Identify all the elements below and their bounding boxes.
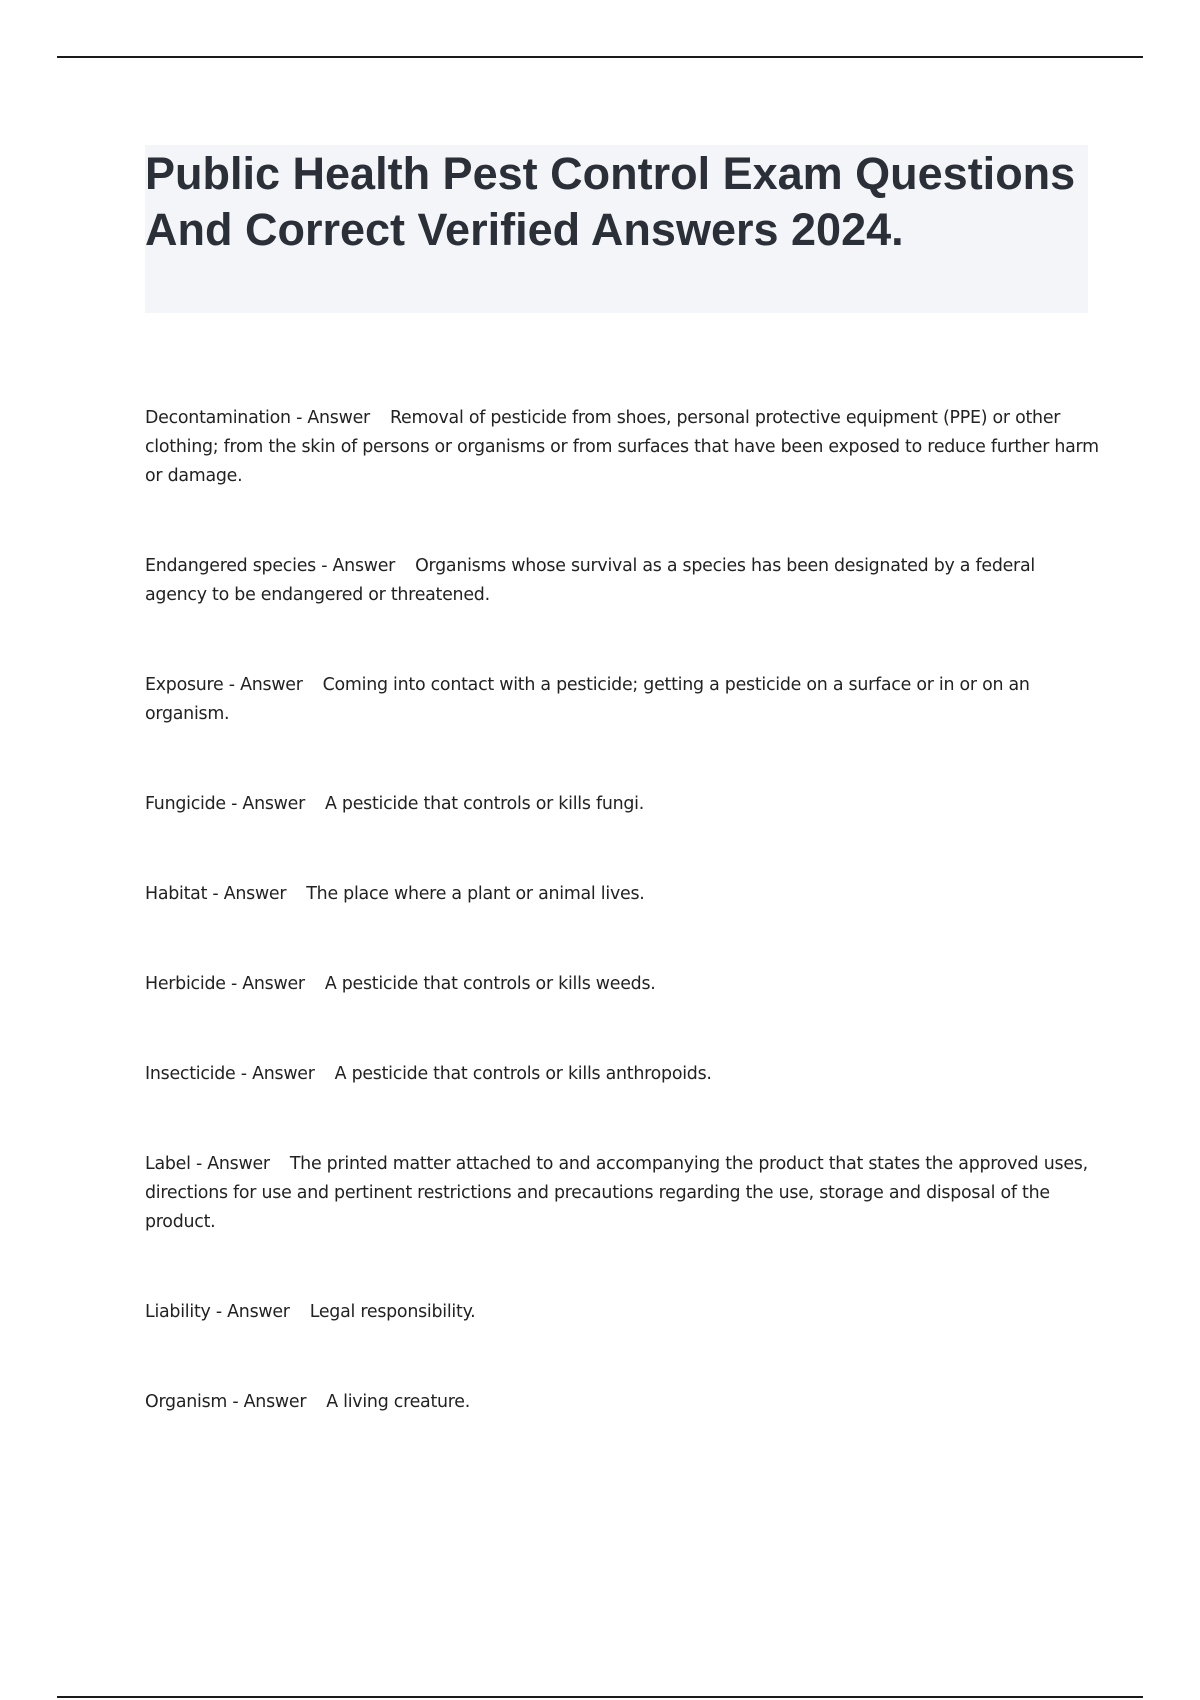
term: Exposure - Answer <box>145 675 303 695</box>
qa-entry-label <box>145 1150 1100 1237</box>
term: Label - Answer <box>145 1154 270 1174</box>
definition: A pesticide that controls or kills fungi. <box>324 794 645 814</box>
qa-entry-habitat <box>145 880 1100 909</box>
definition: The place where a plant or animal lives. <box>306 884 645 904</box>
qa-entry-fungicide <box>145 790 1100 819</box>
term: Herbicide - Answer <box>145 974 305 994</box>
term: Decontamination - Answer <box>145 408 370 428</box>
document-title: Public Health Pest Control Exam Questions And Correct Verified Answers 2024. <box>145 148 1076 255</box>
definition: Removal of pesticide from shoes, personal protective equipment (PPE) or other clothing; from the skin of persons or organisms or from surfaces that have been exposed to reduce further harm or damage. <box>145 408 1099 486</box>
definition: The printed matter attached to and accompanying the product that states the approved uses, directions for use and pertinent restrictions and precautions regarding the use, storage and disposal of the product. <box>145 1154 1088 1232</box>
definition: A living creature. <box>326 1392 471 1412</box>
qa-entry-exposure <box>145 671 1100 729</box>
qa-entry-decontamination <box>145 404 1100 491</box>
footer-rule <box>57 1696 1143 1698</box>
term: Organism - Answer <box>145 1392 307 1412</box>
qa-entry-insecticide <box>145 1060 1100 1089</box>
header-rule <box>57 56 1143 58</box>
term: Endangered species - Answer <box>145 556 396 576</box>
qa-entry-liability <box>145 1298 1100 1327</box>
term: Fungicide - Answer <box>145 794 305 814</box>
definition: Organisms whose survival as a species has been designated by a federal agency to be endangered or threatened. <box>145 556 1035 605</box>
qa-entry-endangered-species <box>145 552 1100 610</box>
qa-list <box>145 404 1100 1478</box>
qa-entry-herbicide <box>145 970 1100 999</box>
term: Liability - Answer <box>145 1302 290 1322</box>
definition: Legal responsibility. <box>309 1302 476 1322</box>
qa-entry-organism <box>145 1388 1100 1417</box>
definition: A pesticide that controls or kills weeds. <box>324 974 656 994</box>
definition: A pesticide that controls or kills anthropoids. <box>334 1064 712 1084</box>
term: Insecticide - Answer <box>145 1064 315 1084</box>
term: Habitat - Answer <box>145 884 287 904</box>
definition: Coming into contact with a pesticide; getting a pesticide on a surface or in or on an organism. <box>145 675 1030 724</box>
